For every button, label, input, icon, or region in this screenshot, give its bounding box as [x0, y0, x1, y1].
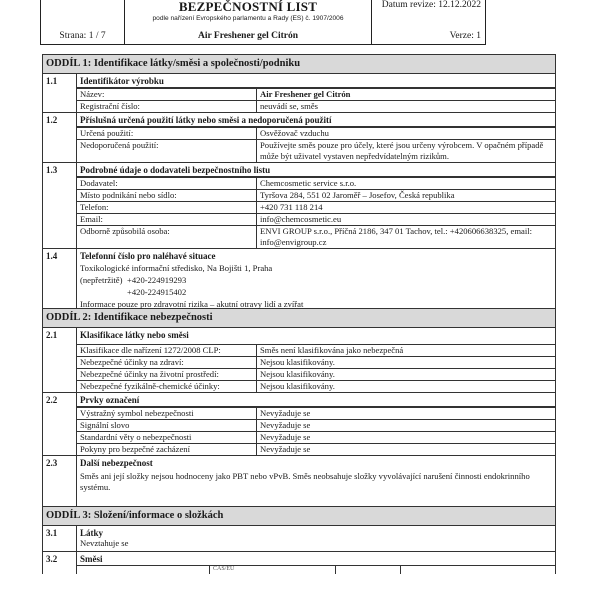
row-label: Výstražný symbol nebezpečnosti — [77, 408, 257, 419]
email-link[interactable]: info@chemcosmetic.eu — [260, 214, 342, 224]
subsection-1-1 — [43, 74, 555, 113]
table-row — [77, 127, 555, 139]
row-label: Nedoporučená použití: — [77, 140, 257, 162]
subsection-number: 2.1 — [43, 328, 77, 392]
subsection-number: 1.1 — [43, 74, 77, 112]
subsection-heading: Další nebezpečnost — [80, 458, 153, 468]
subsection-2-3 — [43, 456, 555, 507]
row-value: Nejsou klasifikovány. — [260, 357, 335, 367]
row-label: Nebezpečné účinky na zdraví: — [77, 357, 257, 368]
row-value: +420 731 118 214 — [260, 202, 323, 212]
table-row — [77, 419, 555, 431]
row-label: Telefon: — [77, 202, 257, 213]
subsection-number: 2.3 — [43, 456, 77, 506]
subsection-number: 3.2 — [43, 552, 77, 574]
row-value: neuvádí se, směs — [260, 101, 318, 111]
row-label: Název: — [77, 89, 257, 100]
row-value: Používejte směs pouze pro účely, které jsou určeny výrobcem. V opačném případě může být uživatel vystaven nepředvídatelným rizikům. — [260, 140, 544, 161]
header-left-cell — [41, 0, 125, 44]
subsection-text: Směs ani její složky nejsou hodnoceny jako PBT nebo vPvB. Směs neobsahuje složky vyvolávající narušení činnosti endokrinního systému. — [80, 471, 530, 492]
section-2-title: ODDÍL 2: Identifikace nebezpečnosti — [43, 309, 555, 328]
mixture-col-name — [77, 566, 210, 574]
version: Verze: 1 — [449, 31, 481, 41]
subsection-1-2 — [43, 113, 555, 163]
table-row — [77, 100, 555, 112]
subsection-number: 1.4 — [43, 249, 77, 308]
row-value: Směs není klasifikována jako nebezpečná — [260, 345, 404, 355]
row-label: Dodavatel: — [77, 178, 257, 189]
table-row — [77, 443, 555, 455]
row-value: Nevyžaduje se — [260, 408, 311, 418]
subsection-3-2 — [43, 552, 555, 574]
row-value: Tyršova 284, 551 02 Jaroměř – Josefov, Česká republika — [260, 190, 455, 200]
emergency-phone-1: +420-224919293 — [127, 275, 187, 285]
subsection-2-1 — [43, 328, 555, 393]
subsection-number: 1.3 — [43, 163, 77, 248]
table-row — [77, 431, 555, 443]
row-label: Odborně způsobilá osoba: — [77, 226, 257, 248]
subsection-text: Nevztahuje se — [80, 538, 129, 548]
subsection-number: 2.2 — [43, 393, 77, 455]
mixture-col-cas: CAS/EU — [210, 566, 336, 574]
sds-body — [42, 54, 556, 574]
row-label: Nebezpečné účinky na životní prostředí: — [77, 369, 257, 380]
row-value: Chemcosmetic service s.r.o. — [260, 178, 357, 188]
row-label: Klasifikace dle nařízení 1272/2008 CLP: — [77, 345, 257, 356]
document-header — [40, 0, 486, 45]
row-label: Pokyny pro bezpečné zacházení — [77, 444, 257, 455]
subsection-1-4 — [43, 249, 555, 309]
row-label: Registrační číslo: — [77, 101, 257, 112]
header-right-cell — [372, 0, 485, 44]
document-subtitle: podle nařízení Evropského parlamentu a Rady (ES) č. 1907/2006 — [152, 15, 344, 22]
subsection-number: 3.1 — [43, 526, 77, 551]
emergency-phone-2: +420-224915402 — [127, 287, 187, 297]
table-row — [77, 380, 555, 392]
mixture-table-header — [77, 565, 555, 574]
table-row — [77, 213, 555, 225]
row-value: Osvěžovač vzduchu — [260, 128, 329, 138]
mixture-col-conc — [336, 566, 401, 574]
section-3-title: ODDÍL 3: Složení/informace o složkách — [43, 507, 555, 526]
table-row — [77, 189, 555, 201]
subsection-3-1 — [43, 526, 555, 552]
subsection-1-3 — [43, 163, 555, 249]
emergency-center: Toxikologické informační středisko, Na Bojišti 1, Praha — [80, 263, 273, 273]
subsection-heading: Prvky označení — [77, 393, 555, 407]
row-label: Místo podnikání nebo sídlo: — [77, 190, 257, 201]
subsection-heading: Telefonní číslo pro naléhavé situace — [80, 251, 216, 261]
table-row — [77, 177, 555, 189]
mixture-col-class — [401, 566, 555, 574]
row-value: Nevyžaduje se — [260, 420, 311, 430]
row-value: Air Freshener gel Citrón — [260, 89, 351, 99]
row-label: Email: — [77, 214, 257, 225]
subsection-number: 1.2 — [43, 113, 77, 162]
table-row — [77, 407, 555, 419]
row-value: ENVI GROUP s.r.o., Příčná 2186, 347 01 Tachov, tel.: +420606638325, email: info@envigroup.cz — [260, 226, 532, 247]
section-1-title: ODDÍL 1: Identifikace látky/směsi a společnosti/podniku — [43, 55, 555, 74]
subsection-heading: Podrobné údaje o dodavateli bezpečnostního listu — [77, 163, 555, 177]
header-center-cell — [125, 0, 372, 44]
subsection-2-2 — [43, 393, 555, 456]
table-row — [77, 88, 555, 100]
subsection-heading: Příslušná určená použití látky nebo směsi a nedoporučená použití — [77, 113, 555, 127]
table-row — [77, 139, 555, 162]
row-value: Nejsou klasifikovány. — [260, 369, 335, 379]
subsection-heading: Látky — [80, 528, 104, 538]
row-value: Nevyžaduje se — [260, 444, 311, 454]
emergency-phone-line-1 — [77, 274, 555, 286]
nonstop-label: (nepřetržitě) — [80, 275, 123, 285]
row-label: Standardní věty o nebezpečnosti — [77, 432, 257, 443]
emergency-note: Informace pouze pro zdravotní rizika – akutní otravy lidí a zvířat — [80, 299, 304, 309]
document-title: BEZPEČNOSTNÍ LIST — [178, 0, 318, 14]
product-name: Air Freshener gel Citrón — [198, 31, 298, 41]
table-row — [77, 201, 555, 213]
revision-date: Datum revize: 12.12.2022 — [381, 0, 481, 10]
table-row — [77, 368, 555, 380]
emergency-phone-line-2 — [77, 286, 555, 298]
row-value: Nevyžaduje se — [260, 432, 311, 442]
page-number: Strana: 1 / 7 — [59, 31, 106, 41]
table-row — [77, 344, 555, 356]
table-row — [77, 225, 555, 248]
table-row — [77, 356, 555, 368]
subsection-heading: Identifikátor výrobku — [77, 74, 555, 88]
subsection-heading: Směsi — [80, 554, 103, 564]
row-label: Nebezpečné fyzikálně-chemické účinky: — [77, 381, 257, 392]
row-value: Nejsou klasifikovány. — [260, 381, 335, 391]
row-label: Signální slovo — [77, 420, 257, 431]
row-label: Určená použití: — [77, 128, 257, 139]
subsection-heading: Klasifikace látky nebo směsi — [80, 330, 189, 340]
